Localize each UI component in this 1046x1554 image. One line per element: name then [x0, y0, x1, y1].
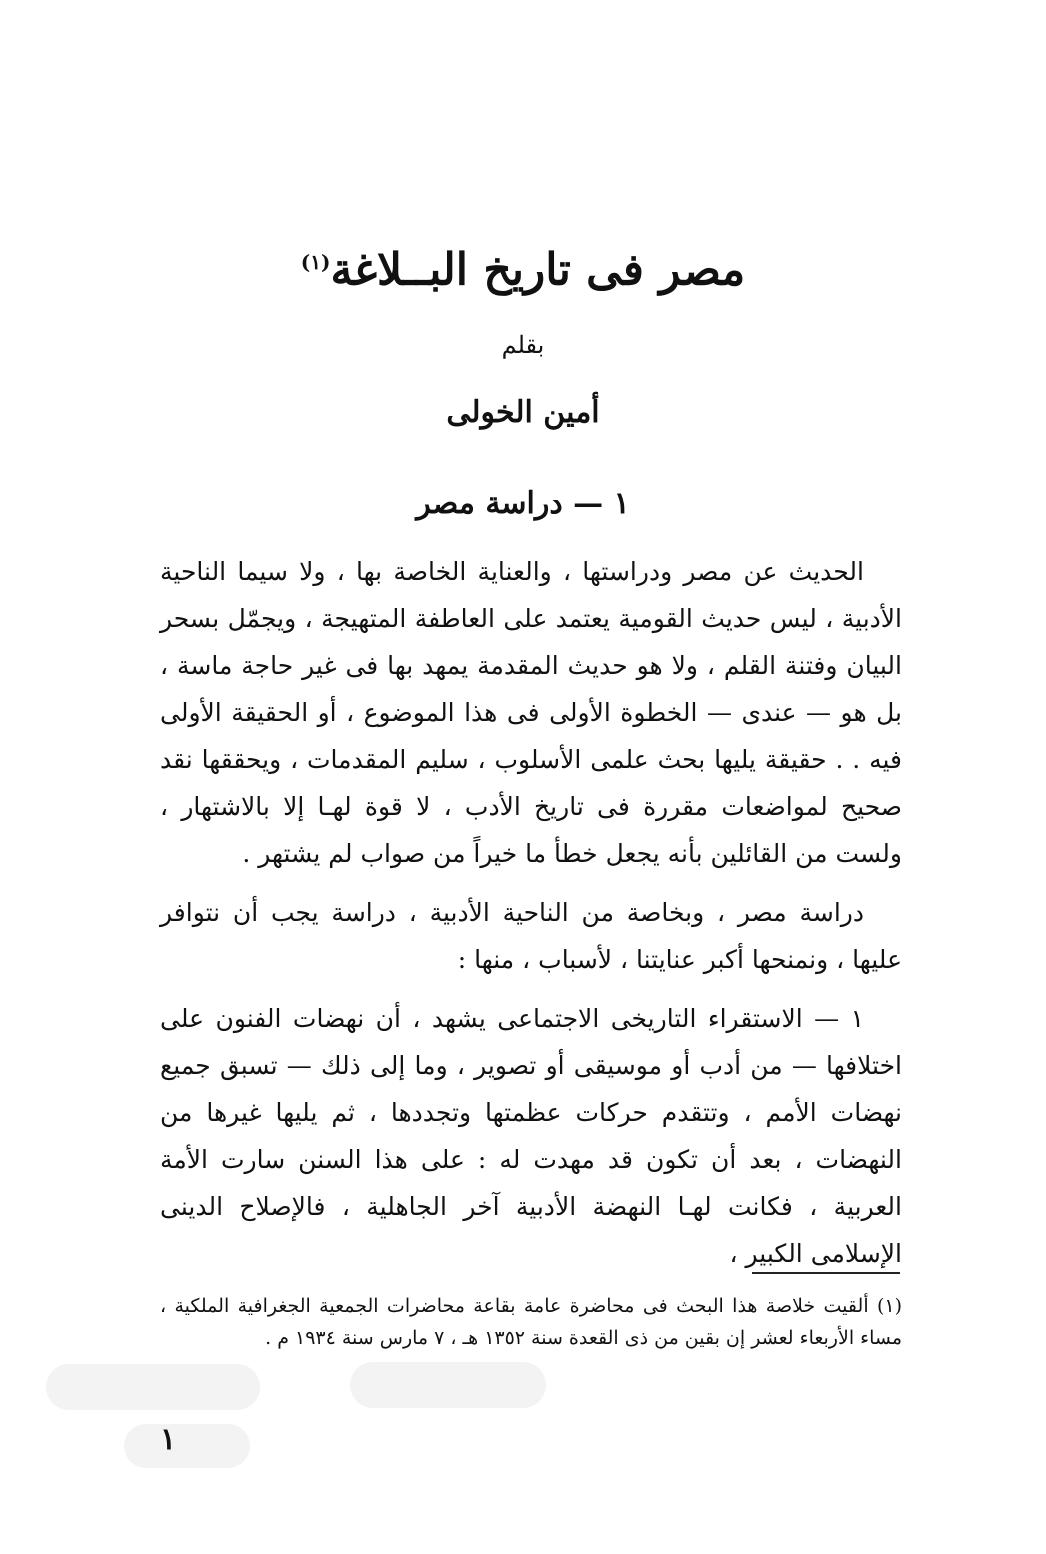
scan-smudge — [46, 1364, 260, 1410]
paragraph: الحديث عن مصر ودراستها ، والعناية الخاصة بها ، ولا سيما الناحية الأدبية ، ليس حديث القومية يعتمد على العاطفة المتهيجة ، ويجمّل بسحر البيان وفتنة القلم ، ولا هو حديث المقدمة يمهد بها فى غير حاجة ماسة ، بل هو — عندى — الخطوة الأولى فى هذا الموضوع ، أو الحقيقة الأولى فيه . . حقيقة يليها بحث علمى الأسلوب ، سليم المقدمات ، ويحققها نقد صحيح لمواضعات مقررة فى تاريخ الأدب ، لا قوة لهـا إلا بالاشتهار ، ولست من القائلين بأنه يجعل خطأ ما خيراً من صواب لم يشتهر . — [160, 557, 902, 868]
title-text: مصر فى تاريخ البــلاغة — [330, 244, 746, 296]
footnote-marker[interactable]: (١) — [300, 250, 331, 274]
page-number: ١ — [160, 1422, 177, 1457]
author-name: أمين الخولى — [446, 395, 600, 430]
paragraph: دراسة مصر ، وبخاصة من الناحية الأدبية ، دراسة يجب أن نتوافر عليها ، ونمنحها أكبر عنايتنا ، لأسباب ، منها : — [160, 898, 902, 974]
numbered-paragraph: ١ — الاستقراء التاريخى الاجتماعى يشهد ، أن نهضات الفنون على اختلافها — من أدب أو موسيقى أو تصوير ، وما إلى ذلك — تسبق جميع نهضات الأمم ، وتتقدم حركات عظمتها وتجددها ، ثم يليها غيرها من النهضات ، بعد أن تكون قد مهدت له : على هذا السنن سارت الأمة العربية ، فكانت لهـا النهضة الأدبية آخر الجاهلية ، فالإصلاح الدينى الإسلامى الكبير ، — [160, 1004, 902, 1268]
byline: بقلم — [501, 331, 545, 359]
footnote-divider — [752, 1272, 900, 1274]
scan-smudge — [350, 1362, 546, 1408]
article-title — [0, 232, 1046, 301]
section-heading: ١ — دراسة مصر — [416, 486, 630, 521]
body-text — [160, 548, 902, 1289]
footnote: (١) ألقيت خلاصة هذا البحث فى محاضرة عامة بقاعة محاضرات الجمعية الجغرافية الملكية ، مساء الأربعاء لعشر إن بقين من ذى القعدة سنة ١٣٥٢ هـ ، ٧ مارس سنة ١٩٣٤ م . — [160, 1295, 902, 1349]
